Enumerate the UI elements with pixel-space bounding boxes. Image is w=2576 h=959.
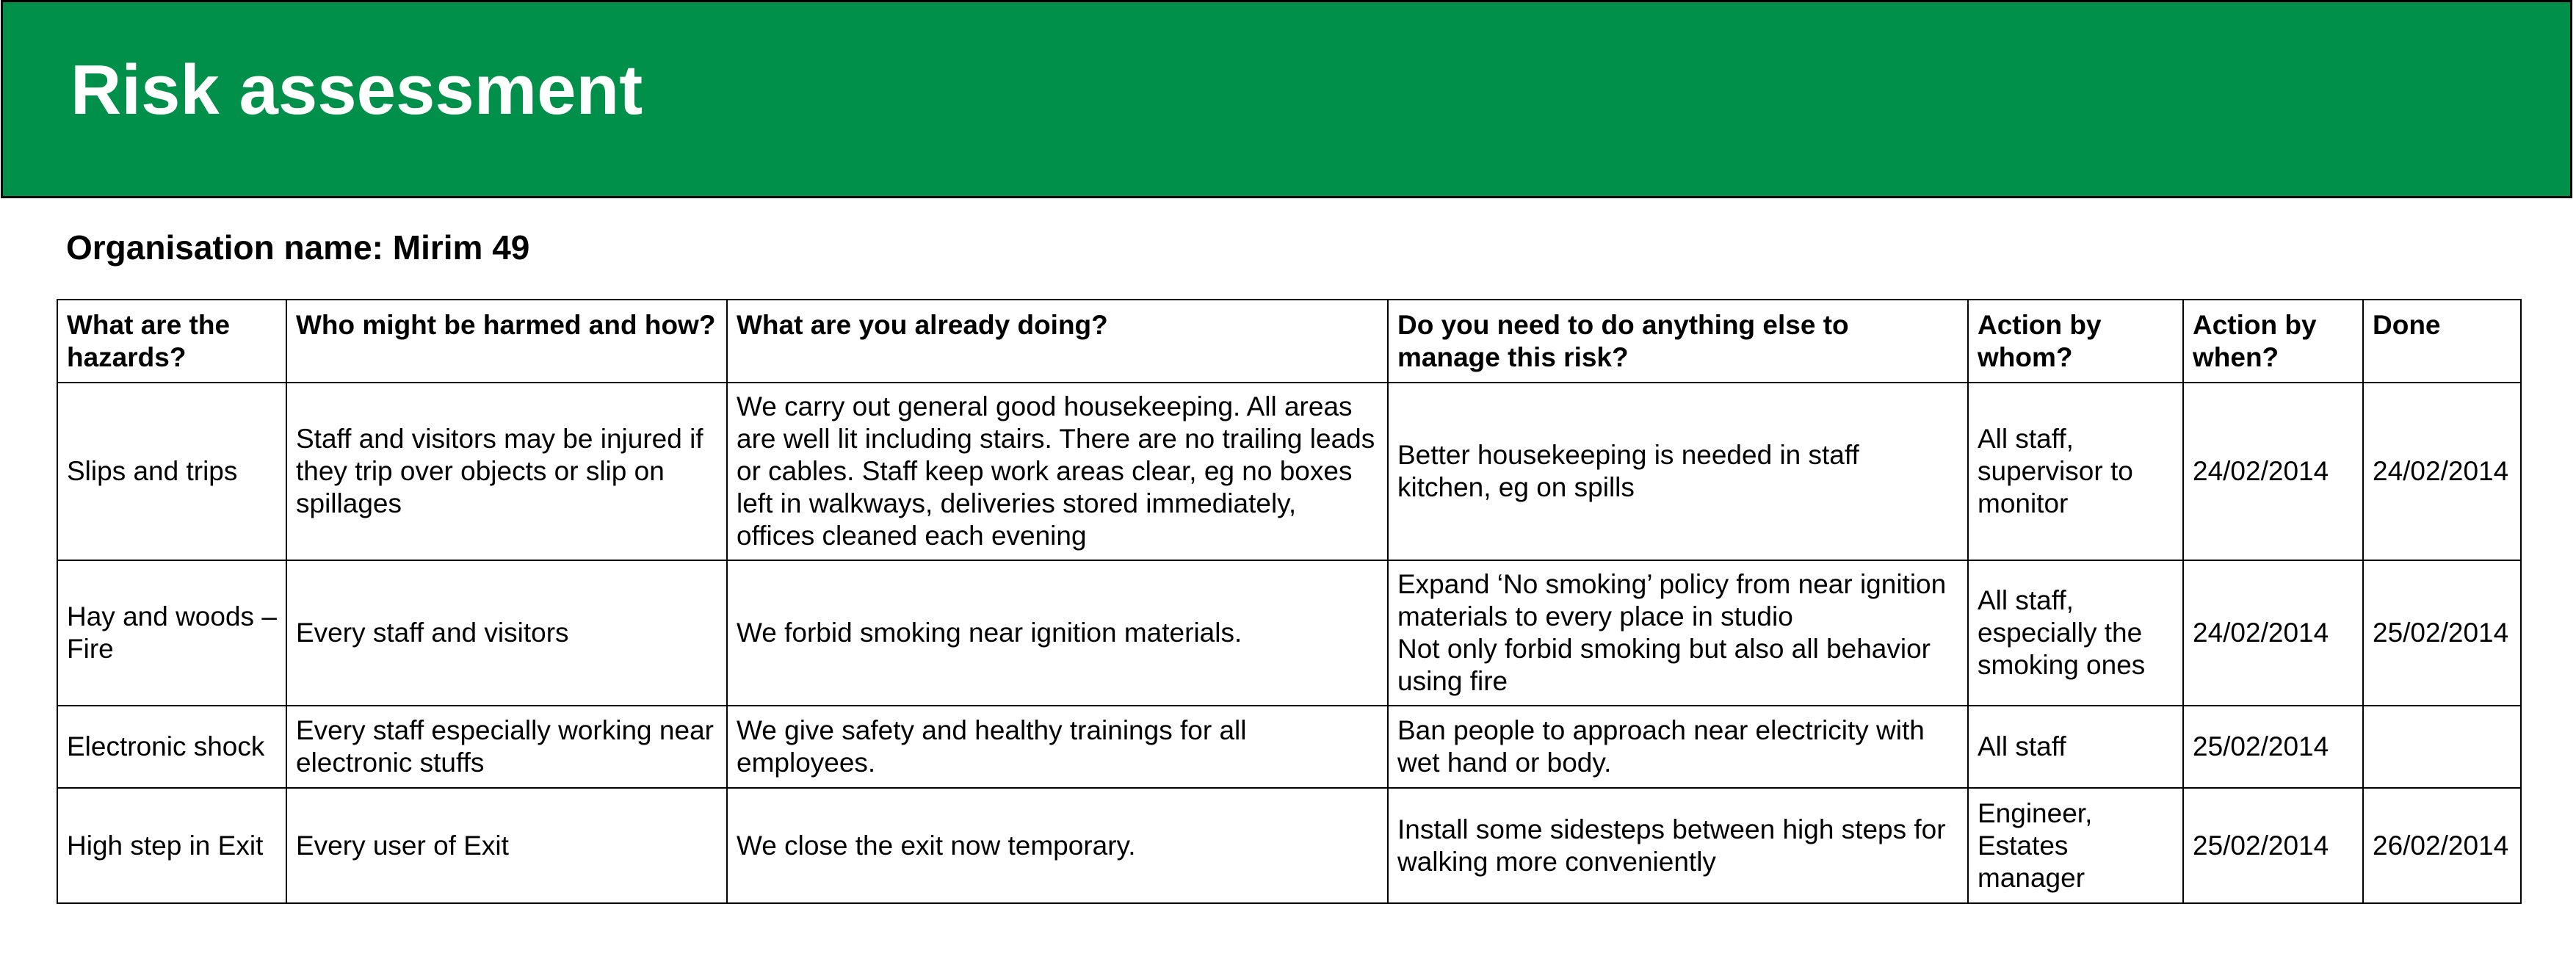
column-header-already-doing: What are you already doing? — [727, 300, 1388, 383]
cell-done: 24/02/2014 — [2363, 383, 2521, 560]
cell-action-by-when: 24/02/2014 — [2183, 560, 2363, 706]
cell-action-by-when: 25/02/2014 — [2183, 706, 2363, 788]
column-header-action-by-when: Action by when? — [2183, 300, 2363, 383]
cell-done — [2363, 706, 2521, 788]
cell-who-harmed: Every staff and visitors — [286, 560, 727, 706]
cell-action-by-when: 24/02/2014 — [2183, 383, 2363, 560]
cell-already-doing: We carry out general good housekeeping. All areas are well lit including stairs. There are no trailing leads or cables. Staff keep work areas clear, eg no boxes left in walkways, deliveries stored immediately, offices cleaned each evening — [727, 383, 1388, 560]
cell-action-by-when: 25/02/2014 — [2183, 788, 2363, 903]
cell-action-by-whom: All staff, especially the smoking ones — [1968, 560, 2183, 706]
column-header-hazards: What are the hazards? — [57, 300, 286, 383]
cell-anything-else: Expand ‘No smoking’ policy from near ignition materials to every place in studio Not only forbid smoking but also all behavior using fire — [1388, 560, 1968, 706]
cell-anything-else: Ban people to approach near electricity with wet hand or body. — [1388, 706, 1968, 788]
cell-action-by-whom: All staff, supervisor to monitor — [1968, 383, 2183, 560]
cell-anything-else: Better housekeeping is needed in staff kitchen, eg on spills — [1388, 383, 1968, 560]
cell-anything-else: Install some sidesteps between high steps for walking more conveniently — [1388, 788, 1968, 903]
column-header-action-by-whom: Action by whom? — [1968, 300, 2183, 383]
cell-action-by-whom: All staff — [1968, 706, 2183, 788]
table-row — [57, 706, 2521, 788]
table-row — [57, 560, 2521, 706]
cell-who-harmed: Every user of Exit — [286, 788, 727, 903]
table-row — [57, 788, 2521, 903]
page-title: Risk assessment — [70, 51, 643, 129]
table-row — [57, 383, 2521, 560]
cell-already-doing: We forbid smoking near ignition materials. — [727, 560, 1388, 706]
cell-hazard: Electronic shock — [57, 706, 286, 788]
risk-assessment-table — [57, 299, 2522, 904]
cell-already-doing: We close the exit now temporary. — [727, 788, 1388, 903]
cell-hazard: High step in Exit — [57, 788, 286, 903]
column-header-who-harmed: Who might be harmed and how? — [286, 300, 727, 383]
header-band — [1, 0, 2572, 198]
cell-done: 26/02/2014 — [2363, 788, 2521, 903]
cell-already-doing: We give safety and healthy trainings for all employees. — [727, 706, 1388, 788]
cell-who-harmed: Every staff especially working near electronic stuffs — [286, 706, 727, 788]
table-header-row — [57, 300, 2521, 383]
column-header-anything-else: Do you need to do anything else to manage this risk? — [1388, 300, 1968, 383]
column-header-done: Done — [2363, 300, 2521, 383]
cell-hazard: Slips and trips — [57, 383, 286, 560]
cell-action-by-whom: Engineer, Estates manager — [1968, 788, 2183, 903]
cell-who-harmed: Staff and visitors may be injured if they trip over objects or slip on spillages — [286, 383, 727, 560]
cell-hazard: Hay and woods – Fire — [57, 560, 286, 706]
cell-done: 25/02/2014 — [2363, 560, 2521, 706]
organisation-name: Organisation name: Mirim 49 — [66, 228, 530, 267]
